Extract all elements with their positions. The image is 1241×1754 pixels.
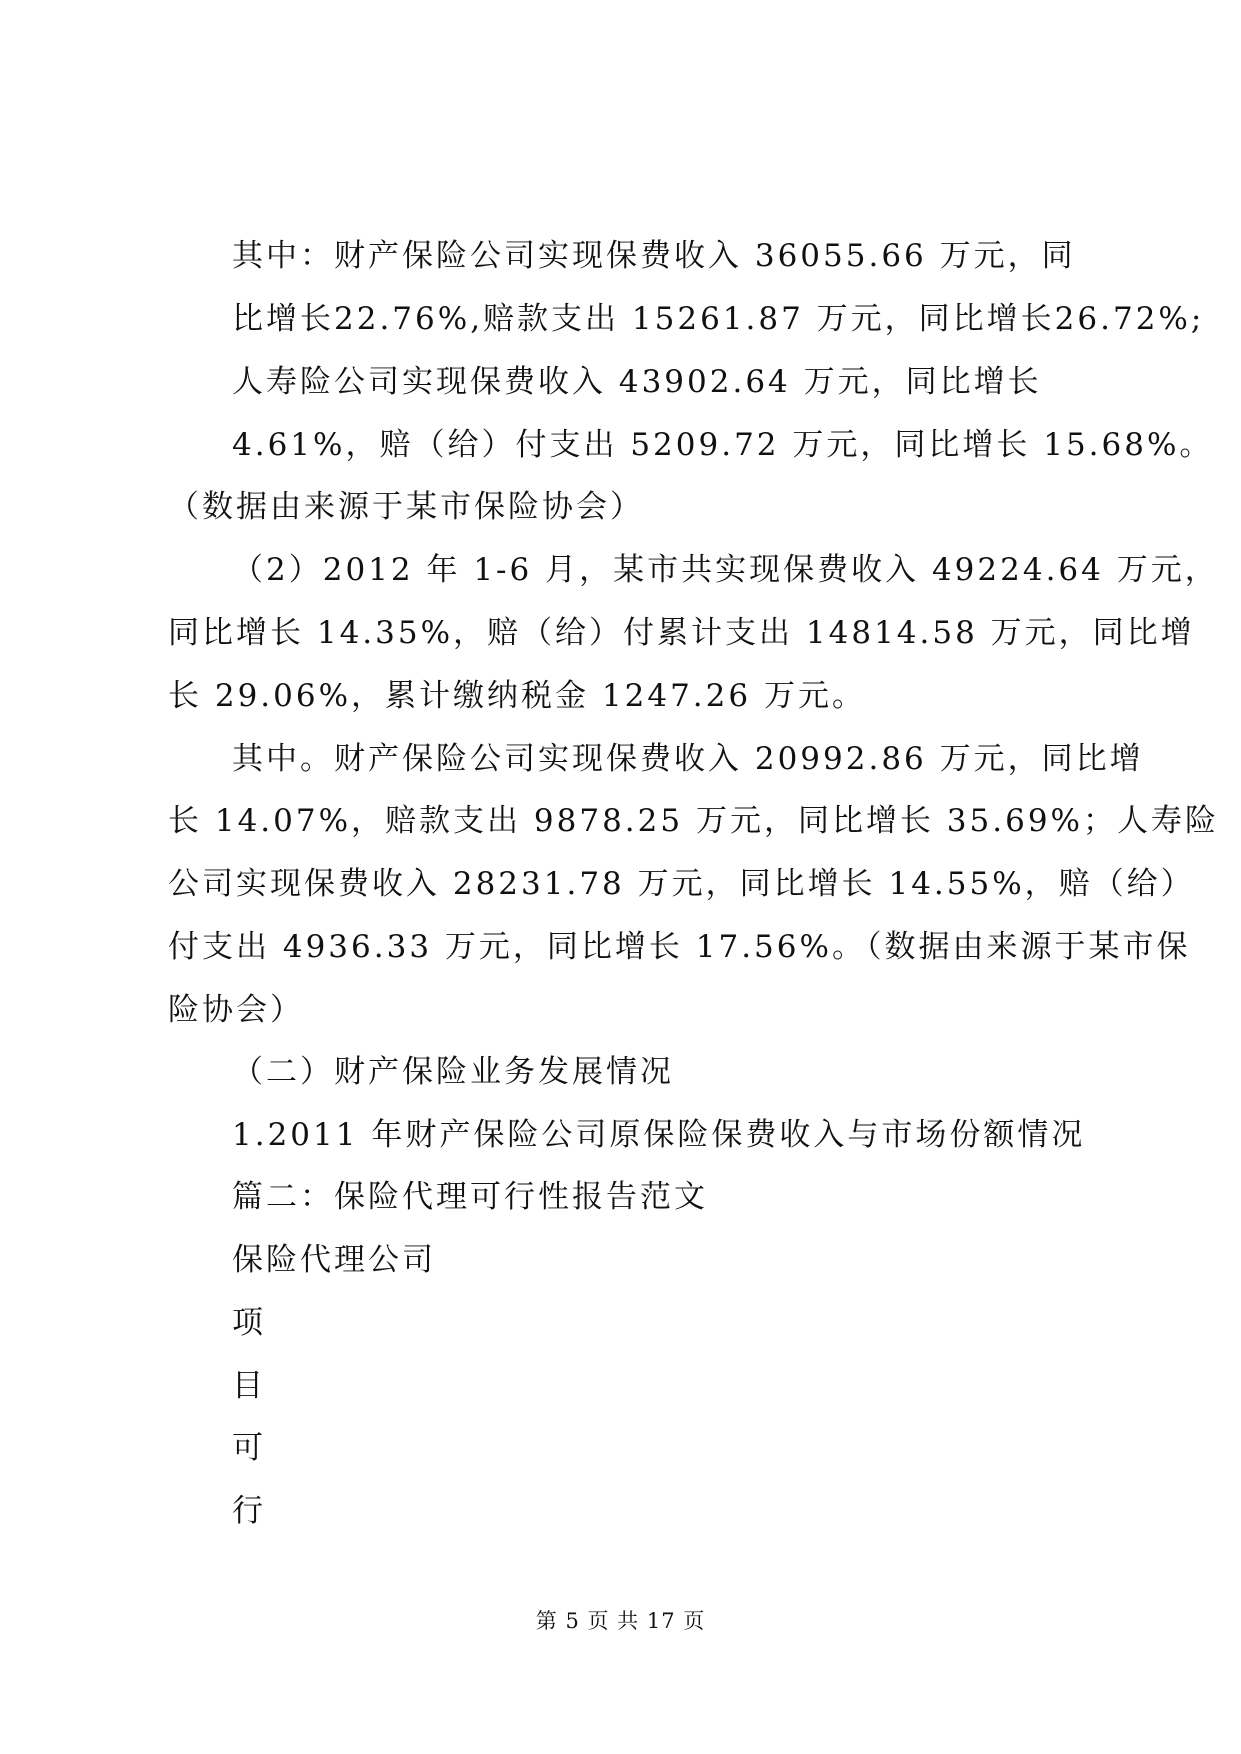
text-line-17: 保险代理公司 [232,1242,436,1278]
text-line-10: 长 14.07%，赔款支出 9878.25 万元，同比增长 35.69%；人寿险 [168,803,1220,839]
text-line-4: 4.61%，赔（给）付支出 5209.72 万元，同比增长 15.68%。 [232,427,1214,463]
text-line-1: 其中：财产保险公司实现保费收入 36055.66 万元，同 [232,238,1076,274]
text-line-12: 付支出 4936.33 万元，同比增长 17.56%。（数据由来源于某市保 [168,929,1191,965]
text-line-20: 可 [232,1430,266,1466]
text-line-3: 人寿险公司实现保费收入 43902.64 万元，同比增长 [232,364,1042,400]
text-line-8: 长 29.06%，累计缴纳税金 1247.26 万元。 [168,678,866,714]
text-line-5: （数据由来源于某市保险协会） [168,489,644,525]
text-line-7: 同比增长 14.35%，赔（给）付累计支出 14814.58 万元，同比增 [168,615,1195,651]
page-footer: 第 5 页 共 17 页 [535,1609,706,1633]
text-line-9: 其中。财产保险公司实现保费收入 20992.86 万元，同比增 [232,741,1144,777]
text-line-2: 比增长22.76%,赔款支出 15261.87 万元，同比增长26.72%; [232,301,1205,337]
text-line-15: 1.2011 年财产保险公司原保险保费收入与市场份额情况 [232,1117,1086,1153]
text-line-11: 公司实现保费收入 28231.78 万元，同比增长 14.55%，赔（给） [168,866,1195,902]
text-line-6: （2）2012 年 1-6 月，某市共实现保费收入 49224.64 万元， [232,552,1219,588]
text-line-16: 篇二：保险代理可行性报告范文 [232,1179,708,1215]
text-line-21: 行 [232,1493,266,1529]
text-line-18: 项 [232,1305,266,1341]
text-line-14: （二）财产保险业务发展情况 [232,1054,674,1090]
text-line-13: 险协会） [168,992,304,1028]
text-line-19: 目 [232,1368,266,1404]
